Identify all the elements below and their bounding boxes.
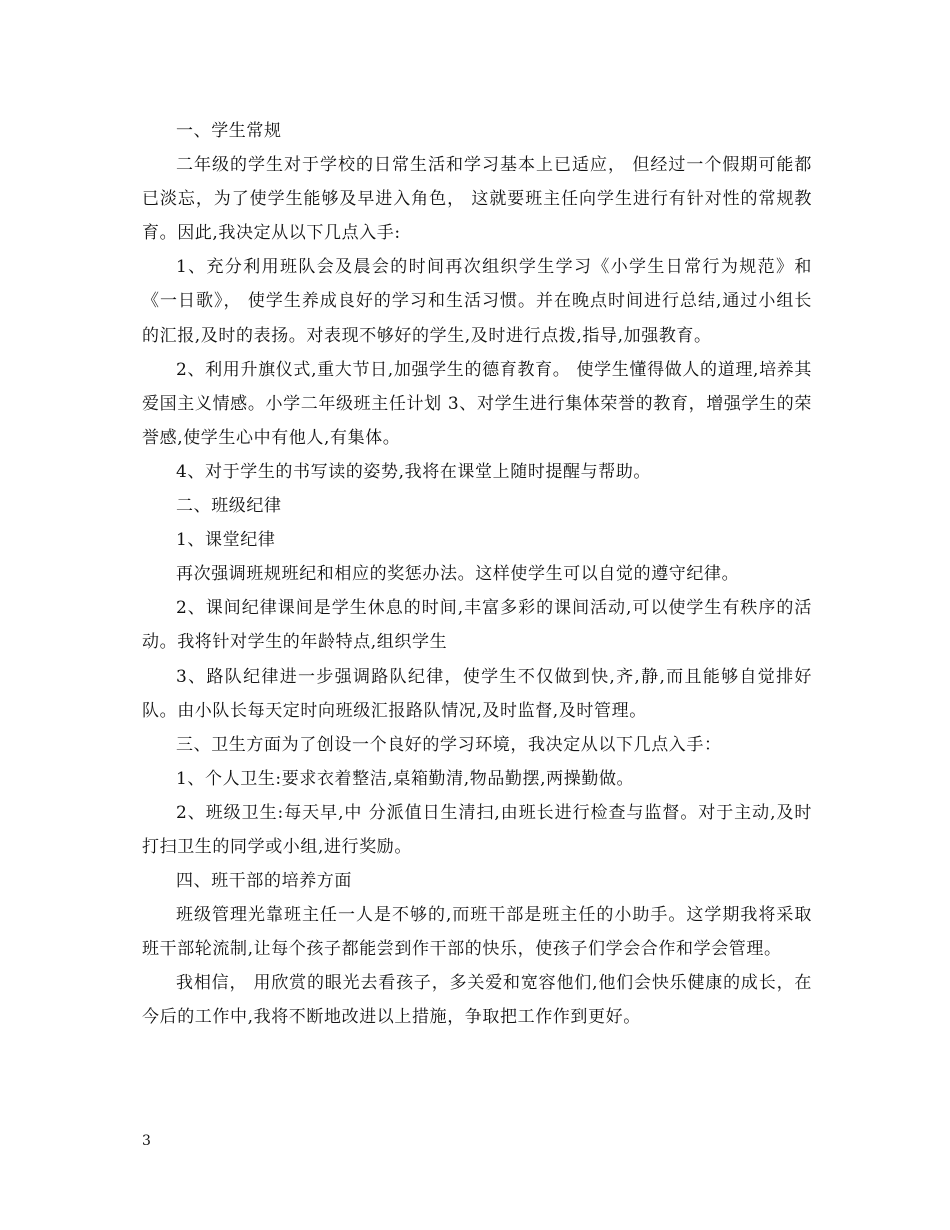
subheading-classroom-discipline: 1、课堂纪律 — [176, 530, 276, 551]
document-body — [142, 114, 812, 1035]
section-heading-class-discipline: 二、班级纪律 — [176, 496, 282, 517]
paragraph: 再次强调班规班纪和相应的奖惩办法。这样使学生可以自觉的遵守纪律。 — [176, 564, 740, 585]
paragraph: 我相信， 用欣赏的眼光去看孩子，多关爱和宽容他们,他们会快乐健康的成长，在今后的工作中,我将不断地改进以上措施，争取把工作作到更好。 — [142, 973, 812, 1028]
paragraph: 2、班级卫生:每天早,中 分派值日生清扫,由班长进行检查与监督。对于主动,及时打扫卫生的同学或小组,进行奖励。 — [142, 802, 812, 857]
paragraph: 班级管理光靠班主任一人是不够的,而班干部是班主任的小助手。这学期我将采取班干部轮流制,让每个孩子都能尝到作干部的快乐，使孩子们学会合作和学会管理。 — [142, 905, 812, 960]
page-number: 3 — [142, 1133, 151, 1149]
paragraph: 2、课间纪律课间是学生休息的时间,丰富多彩的课间活动,可以使学生有秩序的活动。我将针对学生的年龄特点,组织学生 — [142, 598, 812, 653]
paragraph: 二年级的学生对于学校的日常生活和学习基本上已适应， 但经过一个假期可能都已淡忘，为了使学生能够及早进入角色， 这就要班主任向学生进行有针对性的常规教育。因此,我决定从以下几点入手: — [142, 155, 812, 244]
section-heading-student-routine: 一、学生常规 — [176, 121, 282, 141]
section-heading-hygiene: 三、卫生方面为了创设一个良好的学习环境，我决定从以下几点入手： — [176, 734, 722, 755]
paragraph: 4、对于学生的书写读的姿势,我将在课堂上随时提醒与帮助。 — [176, 461, 652, 482]
section-heading-class-cadres: 四、班干部的培养方面 — [176, 871, 352, 892]
paragraph: 1、充分利用班队会及晨会的时间再次组织学生学习《小学生日常行为规范》和《一日歌》， 使学生养成良好的学习和生活习惯。并在晚点时间进行总结,通过小组长的汇报,及时的表扬。对表现不够好的学生,及时进行点拨,指导,加强教育。 — [142, 257, 812, 346]
paragraph: 2、利用升旗仪式,重大节日,加强学生的德育教育。 使学生懂得做人的道理,培养其爱国主义情感。小学二年级班主任计划 3、对学生进行集体荣誉的教育，增强学生的荣誉感,使学生心中有他人,有集体。 — [142, 359, 812, 448]
paragraph: 1、个人卫生:要求衣着整洁,桌箱勤清,物品勤摆,两操勤做。 — [176, 768, 635, 789]
paragraph: 3、路队纪律进一步强调路队纪律，使学生不仅做到快,齐,静,而且能够自觉排好队。由小队长每天定时向班级汇报路队情况,及时监督,及时管理。 — [142, 666, 812, 721]
